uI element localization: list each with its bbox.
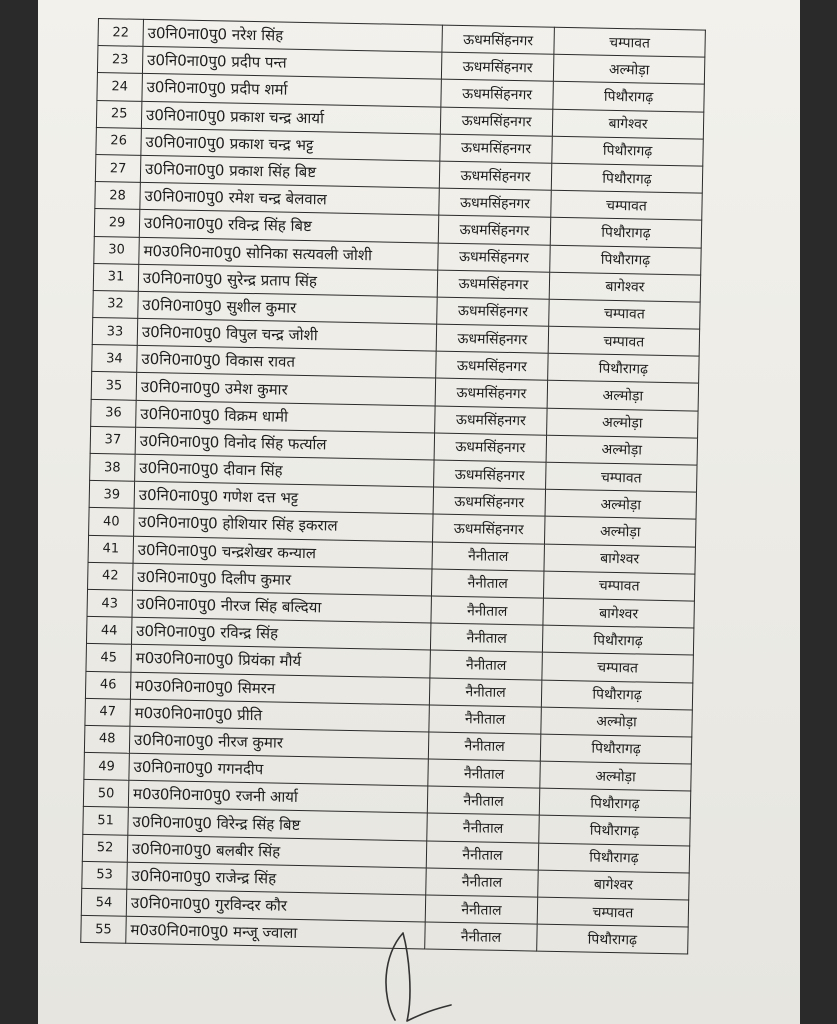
serial-number-cell: 46	[85, 671, 131, 699]
serial-number-cell: 40	[89, 508, 135, 536]
district-cell: ऊधमसिंहनगर	[439, 188, 552, 217]
name-cell: उ0नि0ना0पु0 विक्रम धामी	[136, 400, 435, 433]
posting-district-cell: चम्पावत	[546, 462, 697, 492]
serial-number-cell: 41	[88, 535, 134, 563]
serial-number-cell: 48	[84, 725, 130, 753]
transfer-list	[80, 18, 706, 955]
posting-district-cell: चम्पावत	[543, 571, 694, 601]
name-cell: उ0नि0ना0पु0 नीरज कुमार	[129, 726, 428, 759]
name-cell: उ0नि0ना0पु0 सुरेन्द्र प्रताप सिंह	[138, 264, 437, 297]
name-cell: उ0नि0ना0पु0 गणेश दत्त भट्ट	[134, 481, 433, 514]
posting-district-cell: चम्पावत	[537, 897, 688, 927]
district-cell: ऊधमसिंहनगर	[434, 433, 547, 462]
district-cell: ऊधमसिंहनगर	[438, 243, 551, 272]
posting-district-cell: बागेश्वर	[552, 109, 703, 139]
name-cell: म0उ0नि0ना0पु0 सोनिका सत्यवली जोशी	[139, 237, 438, 270]
district-cell: नैनीताल	[431, 596, 544, 625]
serial-number-cell: 33	[92, 318, 138, 346]
name-cell: उ0नि0ना0पु0 राजेन्द्र सिंह	[127, 862, 426, 895]
name-cell: उ0नि0ना0पु0 प्रकाश चन्द्र भट्ट	[141, 128, 440, 161]
district-cell: ऊधमसिंहनगर	[433, 514, 546, 543]
district-cell: नैनीताल	[425, 895, 538, 924]
posting-district-cell: चम्पावत	[551, 190, 702, 220]
district-cell: ऊधमसिंहनगर	[436, 324, 549, 353]
posting-district-cell: अल्मोड़ा	[545, 489, 696, 519]
serial-number-cell: 26	[96, 127, 142, 155]
name-cell: उ0नि0ना0पु0 गुरविन्दर कौर	[126, 889, 425, 922]
document-page	[38, 0, 800, 1024]
serial-number-cell: 43	[87, 589, 133, 617]
name-cell: उ0नि0ना0पु0 विपुल चन्द्र जोशी	[137, 318, 436, 351]
serial-number-cell: 36	[91, 399, 137, 427]
name-cell: म0उ0नि0ना0पु0 प्रियंका मौर्य	[131, 645, 430, 678]
posting-district-cell: पिथौरागढ़	[539, 816, 690, 846]
posting-district-cell: चम्पावत	[554, 27, 705, 57]
name-cell: उ0नि0ना0पु0 सुशील कुमार	[138, 291, 437, 324]
serial-number-cell: 23	[97, 46, 143, 74]
serial-number-cell: 27	[95, 154, 141, 182]
district-cell: ऊधमसिंहनगर	[439, 161, 552, 190]
district-cell: ऊधमसिंहनगर	[433, 487, 546, 516]
name-cell: उ0नि0ना0पु0 होशियार सिंह इकराल	[134, 509, 433, 542]
posting-district-cell: पिथौरागढ़	[553, 82, 704, 112]
name-cell: उ0नि0ना0पु0 उमेश कुमार	[136, 373, 435, 406]
serial-number-cell: 24	[97, 73, 143, 101]
posting-district-cell: पिथौरागढ़	[552, 136, 703, 166]
serial-number-cell: 49	[84, 752, 130, 780]
name-cell: उ0नि0ना0पु0 चन्द्रशेखर कन्याल	[133, 536, 432, 569]
name-cell: उ0नि0ना0पु0 प्रकाश सिंह बिष्ट	[140, 155, 439, 188]
name-cell: उ0नि0ना0पु0 प्रकाश चन्द्र आर्या	[141, 101, 440, 134]
district-cell: नैनीताल	[431, 569, 544, 598]
name-cell: म0उ0नि0ना0पु0 प्रीति	[130, 699, 429, 732]
posting-district-cell: चम्पावत	[542, 652, 693, 682]
signature-mark	[373, 925, 453, 1024]
name-cell: उ0नि0ना0पु0 विकास रावत	[137, 346, 436, 379]
name-cell: उ0नि0ना0पु0 प्रदीप शर्मा	[142, 74, 441, 107]
district-cell: ऊधमसिंहनगर	[440, 134, 553, 163]
serial-number-cell: 22	[98, 19, 144, 47]
posting-district-cell: अल्मोड़ा	[541, 707, 692, 737]
posting-district-cell: बागेश्वर	[543, 598, 694, 628]
posting-district-cell: पिथौरागढ़	[542, 625, 693, 655]
serial-number-cell: 34	[92, 345, 138, 373]
posting-district-cell: बागेश्वर	[549, 272, 700, 302]
serial-number-cell: 25	[96, 100, 142, 128]
posting-district-cell: अल्मोड़ा	[540, 761, 691, 791]
name-cell: उ0नि0ना0पु0 रविन्द्र सिंह बिष्ट	[139, 210, 438, 243]
posting-district-cell: अल्मोड़ा	[547, 408, 698, 438]
district-cell: नैनीताल	[432, 542, 545, 571]
district-cell: नैनीताल	[429, 705, 542, 734]
name-cell: उ0नि0ना0पु0 नीरज सिंह बल्दिया	[132, 590, 431, 623]
posting-district-cell: पिथौरागढ़	[539, 788, 690, 818]
name-cell: उ0नि0ना0पु0 गगनदीप	[129, 753, 428, 786]
district-cell: नैनीताल	[428, 732, 541, 761]
name-cell: उ0नि0ना0पु0 रमेश चन्द्र बेलवाल	[140, 182, 439, 215]
serial-number-cell: 39	[89, 481, 135, 509]
personnel-table	[80, 18, 706, 955]
posting-district-cell: चम्पावत	[549, 299, 700, 329]
district-cell: नैनीताल	[425, 922, 538, 951]
district-cell: ऊधमसिंहनगर	[441, 79, 554, 108]
name-cell: उ0नि0ना0पु0 दीवान सिंह	[135, 454, 434, 487]
serial-number-cell: 31	[93, 263, 139, 291]
district-cell: ऊधमसिंहनगर	[437, 297, 550, 326]
district-cell: ऊधमसिंहनगर	[436, 351, 549, 380]
district-cell: नैनीताल	[430, 623, 543, 652]
posting-district-cell: बागेश्वर	[544, 544, 695, 574]
district-cell: ऊधमसिंहनगर	[438, 215, 551, 244]
posting-district-cell: पिथौरागढ़	[541, 680, 692, 710]
district-cell: नैनीताल	[429, 677, 542, 706]
district-cell: ऊधमसिंहनगर	[435, 406, 548, 435]
posting-district-cell: पिथौरागढ़	[550, 218, 701, 248]
name-cell: उ0नि0ना0पु0 बलबीर सिंह	[127, 835, 426, 868]
serial-number-cell: 55	[81, 916, 127, 944]
name-cell: उ0नि0ना0पु0 विनोद सिंह फर्त्याल	[135, 427, 434, 460]
name-cell: उ0नि0ना0पु0 दिलीप कुमार	[133, 563, 432, 596]
name-cell: उ0नि0ना0पु0 विरेन्द्र सिंह बिष्ट	[128, 808, 427, 841]
posting-district-cell: अल्मोड़ा	[553, 54, 704, 84]
serial-number-cell: 53	[82, 861, 128, 889]
serial-number-cell: 42	[88, 562, 134, 590]
serial-number-cell: 54	[81, 888, 127, 916]
district-cell: ऊधमसिंहनगर	[442, 25, 555, 54]
posting-district-cell: पिथौरागढ़	[550, 245, 701, 275]
serial-number-cell: 30	[94, 236, 140, 264]
name-cell: म0उ0नि0ना0पु0 रजनी आर्या	[128, 780, 427, 813]
district-cell: नैनीताल	[430, 650, 543, 679]
serial-number-cell: 32	[93, 290, 139, 318]
posting-district-cell: अल्मोड़ा	[546, 435, 697, 465]
name-cell: म0उ0नि0ना0पु0 मन्जू ज्वाला	[126, 916, 425, 949]
posting-district-cell: पिथौरागढ़	[538, 843, 689, 873]
serial-number-cell: 28	[95, 182, 141, 210]
posting-district-cell: चम्पावत	[548, 326, 699, 356]
name-cell: म0उ0नि0ना0पु0 सिमरन	[130, 672, 429, 705]
district-cell: नैनीताल	[428, 759, 541, 788]
table-body	[81, 19, 706, 955]
posting-district-cell: पिथौरागढ़	[540, 734, 691, 764]
posting-district-cell: बागेश्वर	[538, 870, 689, 900]
district-cell: नैनीताल	[427, 786, 540, 815]
name-cell: उ0नि0ना0पु0 रविन्द्र सिंह	[131, 617, 430, 650]
serial-number-cell: 35	[91, 372, 137, 400]
posting-district-cell: पिथौरागढ़	[537, 924, 688, 954]
district-cell: नैनीताल	[426, 868, 539, 897]
posting-district-cell: अल्मोड़ा	[544, 517, 695, 547]
district-cell: ऊधमसिंहनगर	[437, 270, 550, 299]
serial-number-cell: 29	[94, 209, 140, 237]
serial-number-cell: 51	[83, 807, 129, 835]
posting-district-cell: अल्मोड़ा	[547, 381, 698, 411]
serial-number-cell: 37	[90, 426, 136, 454]
district-cell: ऊधमसिंहनगर	[441, 52, 554, 81]
district-cell: नैनीताल	[426, 841, 539, 870]
serial-number-cell: 50	[83, 780, 129, 808]
district-cell: ऊधमसिंहनगर	[435, 378, 548, 407]
district-cell: ऊधमसिंहनगर	[434, 460, 547, 489]
serial-number-cell: 45	[86, 644, 132, 672]
serial-number-cell: 44	[86, 617, 132, 645]
serial-number-cell: 52	[82, 834, 128, 862]
serial-number-cell: 47	[85, 698, 131, 726]
name-cell: उ0नि0ना0पु0 नरेश सिंह	[143, 19, 442, 52]
posting-district-cell: पिथौरागढ़	[551, 163, 702, 193]
district-cell: नैनीताल	[427, 813, 540, 842]
name-cell: उ0नि0ना0पु0 प्रदीप पन्त	[142, 47, 441, 80]
district-cell: ऊधमसिंहनगर	[440, 107, 553, 136]
serial-number-cell: 38	[90, 453, 136, 481]
posting-district-cell: पिथौरागढ़	[548, 353, 699, 383]
